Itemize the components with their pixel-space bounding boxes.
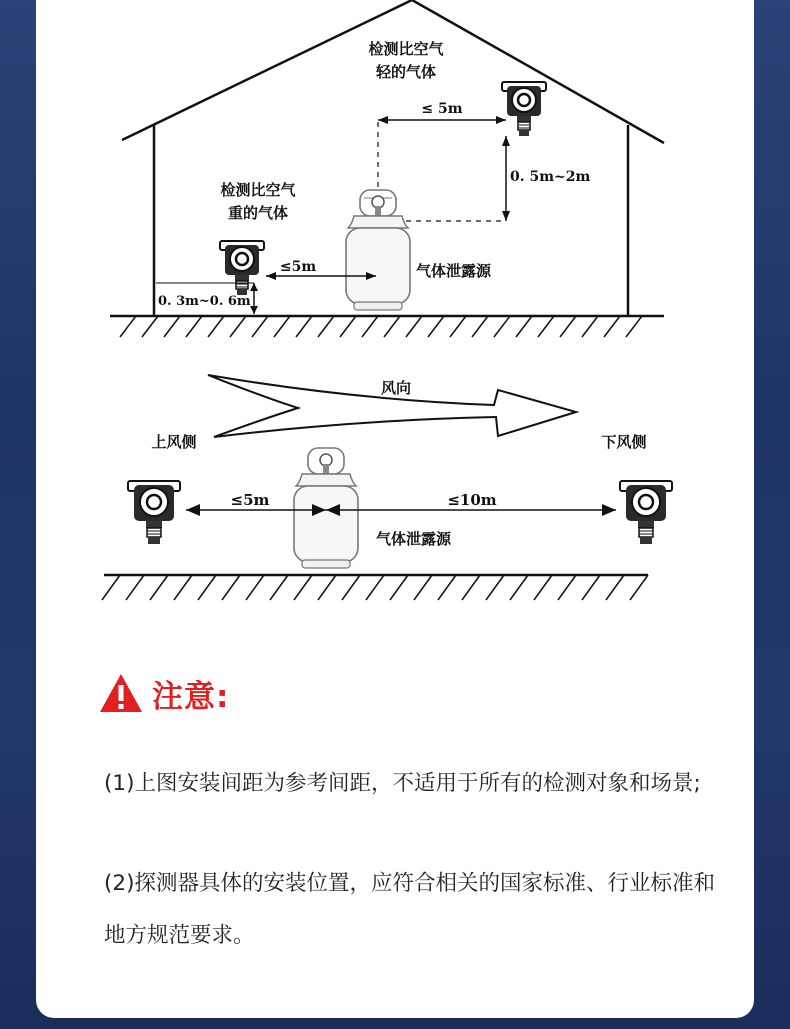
leak-source-label: 气体泄露源 — [416, 262, 492, 280]
dim-right: ≤10m — [447, 491, 497, 509]
downwind-side-label: 下风侧 — [601, 433, 647, 451]
gas-detector-icon — [620, 481, 672, 544]
dim-top-horizontal: ≤ 5m — [421, 101, 463, 117]
leak-source-label-lower: 气体泄露源 — [376, 530, 452, 548]
dim-bottom-horizontal: ≤5m — [279, 259, 317, 275]
outdoor-wind-diagram — [36, 360, 754, 660]
indoor-installation-diagram — [36, 0, 754, 360]
gas-detector-icon — [128, 481, 180, 544]
wind-direction-label: 风向 — [380, 379, 412, 397]
notice-item-1: (1)上图安装间距为参考间距，不适用于所有的检测对象和场景; — [104, 771, 701, 796]
gas-cylinder-icon — [294, 448, 358, 568]
dim-floor-height: 0. 3m~0. 6m — [158, 294, 251, 309]
notice-header — [98, 668, 229, 718]
heavy-gas-label-line2: 重的气体 — [227, 204, 289, 222]
light-gas-label-line2: 轻的气体 — [375, 63, 437, 81]
warning-triangle-icon — [98, 672, 144, 714]
upwind-side-label: 上风侧 — [151, 433, 197, 451]
content-card — [36, 0, 754, 1018]
notice-item-2: (2)探测器具体的安装位置，应符合相关的国家标准、行业标准和地方规范要求。 — [104, 871, 715, 948]
dim-left: ≤5m — [230, 491, 270, 509]
light-gas-label-line1: 检测比空气 — [368, 40, 444, 58]
heavy-gas-label-line1: 检测比空气 — [220, 181, 296, 199]
notice-title: 注意: — [152, 678, 230, 715]
gas-detector-icon — [220, 241, 264, 295]
gas-cylinder-icon — [346, 190, 410, 310]
dim-vertical: 0. 5m~2m — [510, 169, 591, 185]
gas-detector-icon — [502, 82, 546, 136]
